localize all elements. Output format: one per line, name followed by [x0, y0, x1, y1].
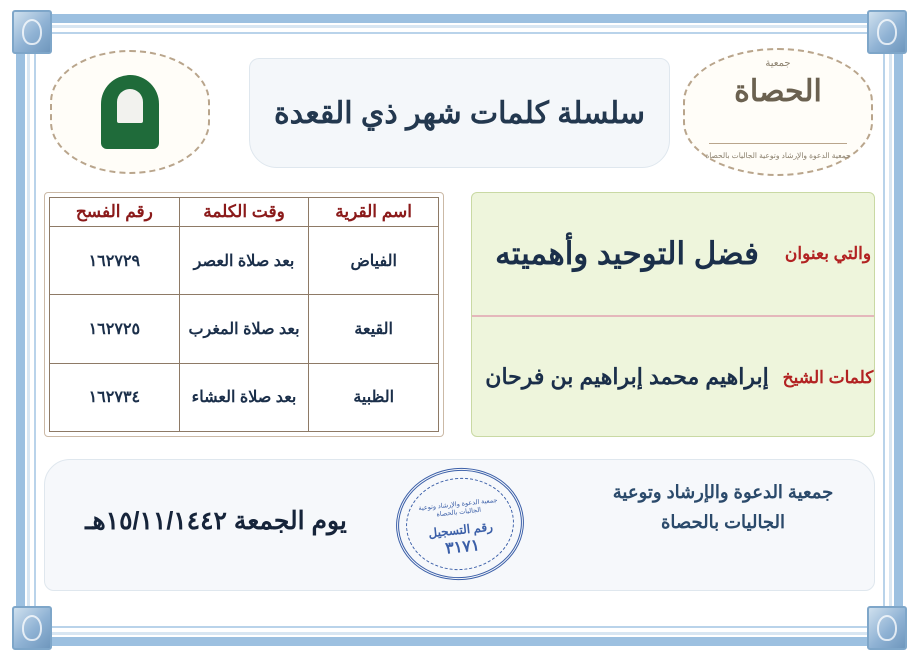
association-logo-subtext: جمعية الدعوة والإرشاد وتوعية الجاليات بالحصاة [705, 151, 851, 160]
association-logo-name: الحصاة [734, 75, 822, 108]
speaker-label: كلمات الشيخ [782, 367, 874, 387]
cell-village: الظبية [309, 363, 439, 431]
main-section [44, 192, 875, 447]
table-row [50, 227, 439, 295]
speaker-row [472, 315, 874, 439]
mosque-arch-shape [117, 89, 143, 123]
cell-time: بعد صلاة العشاء [179, 363, 309, 431]
schedule-table-wrapper [44, 192, 444, 437]
lecture-title-row [472, 193, 874, 315]
organization-name: جمعية الدعوة والإرشاد وتوعية الجاليات بالحصاة [612, 482, 834, 532]
table-header-row [50, 198, 439, 227]
cell-village: القيعة [309, 295, 439, 363]
stamp-top-text: جمعية الدعوة والإرشاد وتوعية الجاليات بالحصاة [417, 496, 498, 519]
title-plate [249, 58, 670, 168]
schedule-table [49, 197, 439, 432]
stamp-label: رقم التسجيل [427, 519, 493, 540]
cell-permit: ١٦٢٧٢٩ [50, 227, 180, 295]
stamp-number: ٣١٧١ [443, 536, 480, 558]
column-header-time: وقت الكلمة [179, 198, 309, 227]
cell-time: بعد صلاة المغرب [179, 295, 309, 363]
cell-permit: ١٦٢٧٢٥ [50, 295, 180, 363]
poster-content [44, 42, 875, 618]
ministry-logo [50, 50, 210, 174]
footer [44, 459, 875, 591]
event-date: يوم الجمعة ١٥/١١/١٤٤٢هـ [85, 507, 347, 535]
speaker-value: إبراهيم محمد إبراهيم بن فرحان [485, 364, 769, 390]
association-logo [683, 48, 873, 176]
lecture-title-label: والتي بعنوان [784, 244, 872, 263]
table-row [50, 295, 439, 363]
cell-time: بعد صلاة العصر [179, 227, 309, 295]
header [44, 42, 875, 182]
lecture-details-panel [471, 192, 875, 437]
table-row [50, 363, 439, 431]
column-header-permit: رقم الفسح [50, 198, 180, 227]
lecture-title-value: فضل التوحيد وأهميته [495, 235, 759, 271]
mosque-emblem-icon [101, 75, 159, 149]
association-logo-top-text: جمعية [765, 58, 791, 69]
cell-permit: ١٦٢٧٣٤ [50, 363, 180, 431]
page-title: سلسلة كلمات شهر ذي القعدة [273, 96, 646, 130]
cell-village: الفياض [309, 227, 439, 295]
official-stamp [390, 462, 529, 587]
column-header-village: اسم القرية [309, 198, 439, 227]
association-logo-divider [709, 143, 847, 144]
